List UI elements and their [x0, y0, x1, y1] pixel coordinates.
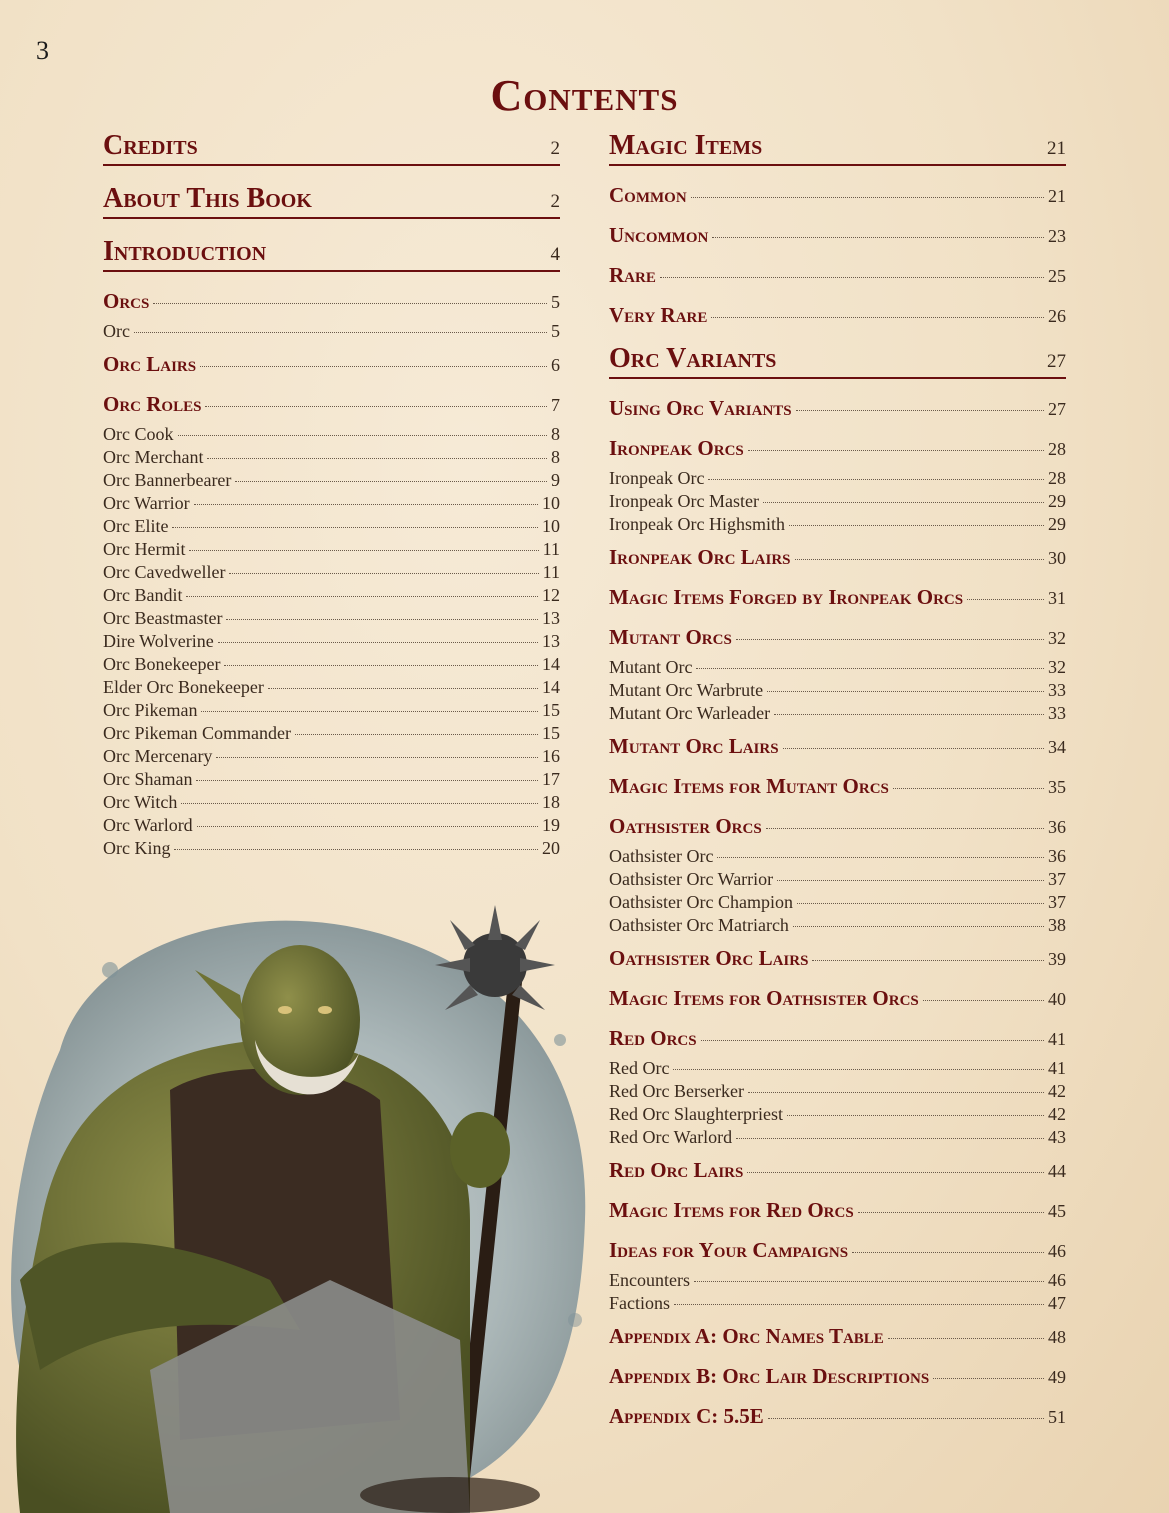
toc-entry-label: Mutant Orc Warleader — [609, 703, 771, 723]
toc-entry-page: 14 — [542, 654, 560, 674]
toc-entry-label: Orc Mercenary — [103, 746, 213, 766]
dot-leader — [181, 803, 538, 804]
toc-entry-page: 11 — [542, 539, 560, 559]
dot-leader — [767, 691, 1044, 692]
toc-entry-page: 17 — [542, 769, 560, 789]
toc-entry[interactable] — [103, 746, 560, 767]
dot-leader — [229, 573, 538, 574]
toc-entry-label: Orc Roles — [103, 392, 202, 416]
dot-leader — [295, 734, 538, 735]
toc-entry-label: Orcs — [103, 289, 150, 313]
dot-leader — [226, 619, 538, 620]
toc-entry[interactable] — [609, 657, 1066, 678]
toc-entry-page: 38 — [1048, 915, 1066, 935]
toc-entry[interactable] — [609, 892, 1066, 913]
toc-entry-label: Introduction — [103, 236, 267, 267]
toc-entry-label: Orc Elite — [103, 516, 169, 536]
toc-entry-page: 21 — [1047, 138, 1066, 159]
toc-entry[interactable] — [103, 723, 560, 744]
toc-entry-page: 8 — [551, 424, 560, 444]
dot-leader — [923, 1000, 1044, 1001]
toc-entry-page: 18 — [542, 792, 560, 812]
dot-leader — [888, 1338, 1044, 1339]
toc-entry[interactable] — [103, 838, 560, 859]
toc-entry[interactable] — [609, 774, 1066, 799]
dot-leader — [174, 849, 538, 850]
toc-entry-label: Orc Shaman — [103, 769, 193, 789]
toc-entry[interactable] — [609, 1058, 1066, 1079]
toc-entry[interactable] — [609, 491, 1066, 512]
toc-entry-label: Orc Bandit — [103, 585, 183, 605]
dot-leader — [708, 479, 1044, 480]
toc-entry-label: Mutant Orc — [609, 657, 693, 677]
dot-leader — [235, 481, 547, 482]
dot-leader — [852, 1252, 1044, 1253]
toc-entry-page: 15 — [542, 723, 560, 743]
dot-leader — [893, 788, 1044, 789]
toc-entry-label: Ironpeak Orc Highsmith — [609, 514, 785, 534]
toc-entry-label: Appendix A: Orc Names Table — [609, 1324, 884, 1348]
toc-entry[interactable] — [609, 183, 1066, 208]
toc-entry-page: 5 — [551, 292, 560, 312]
orc-warrior-illustration — [0, 900, 600, 1513]
dot-leader — [797, 903, 1044, 904]
toc-entry-page: 35 — [1048, 777, 1066, 797]
dot-leader — [691, 197, 1044, 198]
toc-entry-page: 41 — [1048, 1058, 1066, 1078]
toc-entry-label: Orc Witch — [103, 792, 178, 812]
toc-entry[interactable] — [609, 396, 1066, 421]
toc-entry-label: Red Orc — [609, 1058, 670, 1078]
toc-entry-label: Mutant Orc Warbrute — [609, 680, 764, 700]
toc-entry[interactable] — [103, 677, 560, 698]
toc-entry-page: 20 — [542, 838, 560, 858]
dot-leader — [768, 1418, 1044, 1419]
toc-entry-page: 5 — [551, 321, 560, 341]
toc-entry-page: 8 — [551, 447, 560, 467]
toc-entry[interactable] — [103, 352, 560, 377]
toc-entry-label: Oathsister Orc Warrior — [609, 869, 774, 889]
toc-entry-label: Magic Items for Mutant Orcs — [609, 774, 889, 798]
toc-entry-label: Orc Lairs — [103, 352, 197, 376]
toc-entry[interactable] — [103, 493, 560, 514]
toc-entry[interactable] — [609, 1104, 1066, 1125]
toc-entry-page: 9 — [551, 470, 560, 490]
toc-entry[interactable] — [103, 183, 560, 219]
toc-entry-page: 46 — [1048, 1270, 1066, 1290]
dot-leader — [777, 880, 1044, 881]
toc-entry-page: 34 — [1048, 737, 1066, 757]
toc-entry[interactable] — [609, 625, 1066, 650]
toc-entry-page: 33 — [1048, 703, 1066, 723]
toc-entry-page: 31 — [1048, 588, 1066, 608]
toc-entry-label: Red Orc Berserker — [609, 1081, 744, 1101]
toc-entry[interactable] — [609, 1364, 1066, 1389]
toc-entry-label: Ironpeak Orc Lairs — [609, 545, 791, 569]
toc-entry[interactable] — [609, 263, 1066, 288]
toc-entry[interactable] — [609, 343, 1066, 379]
toc-entry-page: 46 — [1048, 1241, 1066, 1261]
toc-entry[interactable] — [609, 585, 1066, 610]
toc-entry-page: 26 — [1048, 306, 1066, 326]
toc-entry-page: 13 — [542, 608, 560, 628]
toc-entry-page: 36 — [1048, 817, 1066, 837]
toc-entry-label: Orc Bonekeeper — [103, 654, 221, 674]
toc-entry[interactable] — [609, 946, 1066, 971]
toc-entry-label: Magic Items for Red Orcs — [609, 1198, 854, 1222]
toc-entry[interactable] — [609, 986, 1066, 1011]
dot-leader — [200, 366, 547, 367]
toc-entry-page: 7 — [551, 395, 560, 415]
toc-entry[interactable] — [103, 608, 560, 629]
toc-entry[interactable] — [103, 424, 560, 445]
dot-leader — [218, 642, 538, 643]
toc-entry-page: 23 — [1048, 226, 1066, 246]
toc-entry-label: Orc Pikeman Commander — [103, 723, 291, 743]
toc-entry-page: 41 — [1048, 1029, 1066, 1049]
toc-entry-label: Appendix B: Orc Lair Descriptions — [609, 1364, 930, 1388]
toc-entry-label: Orc Pikeman — [103, 700, 198, 720]
toc-entry-label: About This Book — [103, 183, 312, 214]
toc-entry-page: 40 — [1048, 989, 1066, 1009]
toc-entry-label: Red Orc Warlord — [609, 1127, 733, 1147]
toc-entry[interactable] — [103, 792, 560, 813]
dot-leader — [205, 406, 547, 407]
toc-entry[interactable] — [609, 915, 1066, 936]
toc-entry[interactable] — [609, 303, 1066, 328]
toc-entry-page: 37 — [1048, 892, 1066, 912]
toc-entry-label: Dire Wolverine — [103, 631, 214, 651]
toc-entry-label: Red Orc Lairs — [609, 1158, 744, 1182]
toc-entry-page: 32 — [1048, 657, 1066, 677]
page-number: 3 — [36, 36, 49, 65]
toc-entry[interactable] — [609, 1293, 1066, 1314]
dot-leader — [747, 1172, 1044, 1173]
toc-entry-label: Credits — [103, 130, 198, 161]
dot-leader — [197, 826, 538, 827]
toc-entry-page: 19 — [542, 815, 560, 835]
toc-entry[interactable] — [103, 562, 560, 583]
dot-leader — [795, 559, 1044, 560]
toc-entry-label: Orc Cook — [103, 424, 174, 444]
dot-leader — [153, 303, 547, 304]
dot-leader — [736, 1138, 1044, 1139]
toc-entry-label: Encounters — [609, 1270, 690, 1290]
toc-entry-page: 10 — [542, 516, 560, 536]
toc-entry[interactable] — [103, 631, 560, 652]
dot-leader — [766, 828, 1044, 829]
toc-entry-page: 42 — [1048, 1081, 1066, 1101]
dot-leader — [933, 1378, 1044, 1379]
toc-entry-label: Orc Cavedweller — [103, 562, 226, 582]
dot-leader — [748, 450, 1044, 451]
toc-entry-page: 28 — [1048, 439, 1066, 459]
toc-entry[interactable] — [609, 1158, 1066, 1183]
dot-leader — [189, 550, 538, 551]
toc-entry-label: Orc Hermit — [103, 539, 186, 559]
dot-leader — [789, 525, 1044, 526]
toc-entry[interactable] — [609, 703, 1066, 724]
toc-entry[interactable] — [609, 734, 1066, 759]
dot-leader — [967, 599, 1044, 600]
toc-entry-label: Rare — [609, 263, 656, 287]
toc-entry[interactable] — [103, 654, 560, 675]
toc-entry-page: 42 — [1048, 1104, 1066, 1124]
dot-leader — [796, 410, 1044, 411]
dot-leader — [673, 1069, 1044, 1070]
toc-entry[interactable] — [609, 1026, 1066, 1051]
toc-entry[interactable] — [609, 130, 1066, 166]
toc-entry-page: 15 — [542, 700, 560, 720]
toc-entry-page: 29 — [1048, 514, 1066, 534]
toc-entry-label: Orc Warrior — [103, 493, 190, 513]
toc-entry-page: 44 — [1048, 1161, 1066, 1181]
dot-leader — [717, 857, 1044, 858]
toc-entry[interactable] — [103, 815, 560, 836]
toc-entry-page: 12 — [542, 585, 560, 605]
toc-entry-label: Oathsister Orcs — [609, 814, 762, 838]
toc-entry[interactable] — [609, 545, 1066, 570]
toc-entry[interactable] — [609, 1081, 1066, 1102]
toc-entry[interactable] — [103, 700, 560, 721]
toc-entry[interactable] — [609, 846, 1066, 867]
toc-entry[interactable] — [103, 321, 560, 342]
dot-leader — [694, 1281, 1044, 1282]
toc-entry[interactable] — [609, 814, 1066, 839]
toc-entry-label: Red Orcs — [609, 1026, 697, 1050]
toc-entry-page: 13 — [542, 631, 560, 651]
toc-entry-label: Appendix C: 5.5E — [609, 1404, 764, 1428]
toc-entry-page: 10 — [542, 493, 560, 513]
toc-entry-page: 36 — [1048, 846, 1066, 866]
toc-entry-label: Ironpeak Orc — [609, 468, 705, 488]
toc-entry-page: 16 — [542, 746, 560, 766]
toc-entry-label: Magic Items — [609, 130, 763, 161]
dot-leader — [207, 458, 547, 459]
dot-leader — [712, 237, 1044, 238]
toc-entry-page: 25 — [1048, 266, 1066, 286]
toc-entry-page: 48 — [1048, 1327, 1066, 1347]
toc-entry-page: 47 — [1048, 1293, 1066, 1313]
toc-entry-page: 30 — [1048, 548, 1066, 568]
toc-entry-label: Uncommon — [609, 223, 709, 247]
toc-entry-page: 37 — [1048, 869, 1066, 889]
dot-leader — [224, 665, 538, 666]
dot-leader — [172, 527, 538, 528]
toc-entry-label: Orc Merchant — [103, 447, 204, 467]
toc-entry-page: 6 — [551, 355, 560, 375]
toc-entry-label: Orc Warlord — [103, 815, 193, 835]
toc-entry[interactable] — [609, 1324, 1066, 1349]
dot-leader — [674, 1304, 1044, 1305]
toc-entry-page: 49 — [1048, 1367, 1066, 1387]
toc-entry-page: 33 — [1048, 680, 1066, 700]
dot-leader — [711, 317, 1044, 318]
toc-entry-page: 45 — [1048, 1201, 1066, 1221]
toc-entry[interactable] — [103, 470, 560, 491]
toc-entry-label: Magic Items Forged by Ironpeak Orcs — [609, 585, 964, 609]
page-title: Contents — [490, 71, 679, 120]
dot-leader — [748, 1092, 1044, 1093]
dot-leader — [783, 748, 1044, 749]
toc-entry[interactable] — [609, 680, 1066, 701]
dot-leader — [701, 1040, 1044, 1041]
toc-entry-label: Oathsister Orc — [609, 846, 714, 866]
toc-entry-label: Common — [609, 183, 687, 207]
dot-leader — [186, 596, 538, 597]
toc-entry[interactable] — [103, 130, 560, 166]
toc-entry[interactable] — [609, 1238, 1066, 1263]
toc-entry-label: Oathsister Orc Lairs — [609, 946, 809, 970]
toc-entry-page: 2 — [550, 191, 560, 212]
toc-entry-page: 11 — [542, 562, 560, 582]
toc-entry-page: 2 — [550, 138, 560, 159]
toc-entry-label: Oathsister Orc Champion — [609, 892, 793, 912]
toc-entry[interactable] — [609, 436, 1066, 461]
toc-entry[interactable] — [609, 1270, 1066, 1291]
toc-entry-label: Magic Items for Oathsister Orcs — [609, 986, 919, 1010]
toc-entry-page: 29 — [1048, 491, 1066, 511]
dot-leader — [858, 1212, 1044, 1213]
toc-entry-label: Mutant Orc Lairs — [609, 734, 779, 758]
toc-entry-page: 32 — [1048, 628, 1066, 648]
toc-entry-page: 4 — [550, 244, 560, 265]
toc-entry-page: 43 — [1048, 1127, 1066, 1147]
dot-leader — [736, 639, 1044, 640]
toc-entry-page: 51 — [1048, 1407, 1066, 1427]
toc-entry-label: Ironpeak Orcs — [609, 436, 744, 460]
toc-entry-page: 39 — [1048, 949, 1066, 969]
dot-leader — [178, 435, 548, 436]
toc-entry-label: Mutant Orcs — [609, 625, 732, 649]
toc-entry[interactable] — [609, 468, 1066, 489]
toc-entry-page: 28 — [1048, 468, 1066, 488]
toc-entry-label: Red Orc Slaughterpriest — [609, 1104, 783, 1124]
toc-entry-label: Orc Variants — [609, 343, 777, 374]
dot-leader — [787, 1115, 1044, 1116]
toc-entry-label: Orc Bannerbearer — [103, 470, 232, 490]
dot-leader — [763, 502, 1044, 503]
toc-entry-page: 27 — [1047, 351, 1066, 372]
toc-entry[interactable] — [103, 516, 560, 537]
toc-entry[interactable] — [103, 392, 560, 417]
dot-leader — [268, 688, 538, 689]
toc-entry[interactable] — [609, 1198, 1066, 1223]
toc-entry[interactable] — [103, 236, 560, 272]
toc-entry[interactable] — [609, 514, 1066, 535]
toc-entry[interactable] — [103, 289, 560, 314]
toc-entry-label: Oathsister Orc Matriarch — [609, 915, 789, 935]
dot-leader — [696, 668, 1044, 669]
toc-entry[interactable] — [103, 539, 560, 560]
toc-entry-label: Orc King — [103, 838, 171, 858]
toc-entry-label: Ironpeak Orc Master — [609, 491, 759, 511]
dot-leader — [196, 780, 538, 781]
toc-entry[interactable] — [609, 869, 1066, 890]
dot-leader — [216, 757, 538, 758]
toc-entry-page: 14 — [542, 677, 560, 697]
toc-entry[interactable] — [609, 223, 1066, 248]
toc-entry[interactable] — [103, 769, 560, 790]
dot-leader — [194, 504, 538, 505]
dot-leader — [660, 277, 1044, 278]
dot-leader — [201, 711, 538, 712]
dot-leader — [793, 926, 1044, 927]
dot-leader — [134, 332, 547, 333]
toc-entry-label: Ideas for Your Campaigns — [609, 1238, 849, 1262]
toc-entry-label: Using Orc Variants — [609, 396, 792, 420]
toc-entry-label: Orc — [103, 321, 130, 341]
toc-entry[interactable] — [609, 1127, 1066, 1148]
dot-leader — [774, 714, 1044, 715]
toc-entry-label: Orc Beastmaster — [103, 608, 223, 628]
toc-entry[interactable] — [103, 585, 560, 606]
toc-entry-page: 21 — [1048, 186, 1066, 206]
toc-entry[interactable] — [103, 447, 560, 468]
toc-entry-label: Elder Orc Bonekeeper — [103, 677, 264, 697]
dot-leader — [812, 960, 1044, 961]
toc-entry-label: Very Rare — [609, 303, 708, 327]
toc-entry-page: 27 — [1048, 399, 1066, 419]
toc-entry-label: Factions — [609, 1293, 670, 1313]
toc-entry[interactable] — [609, 1404, 1066, 1429]
